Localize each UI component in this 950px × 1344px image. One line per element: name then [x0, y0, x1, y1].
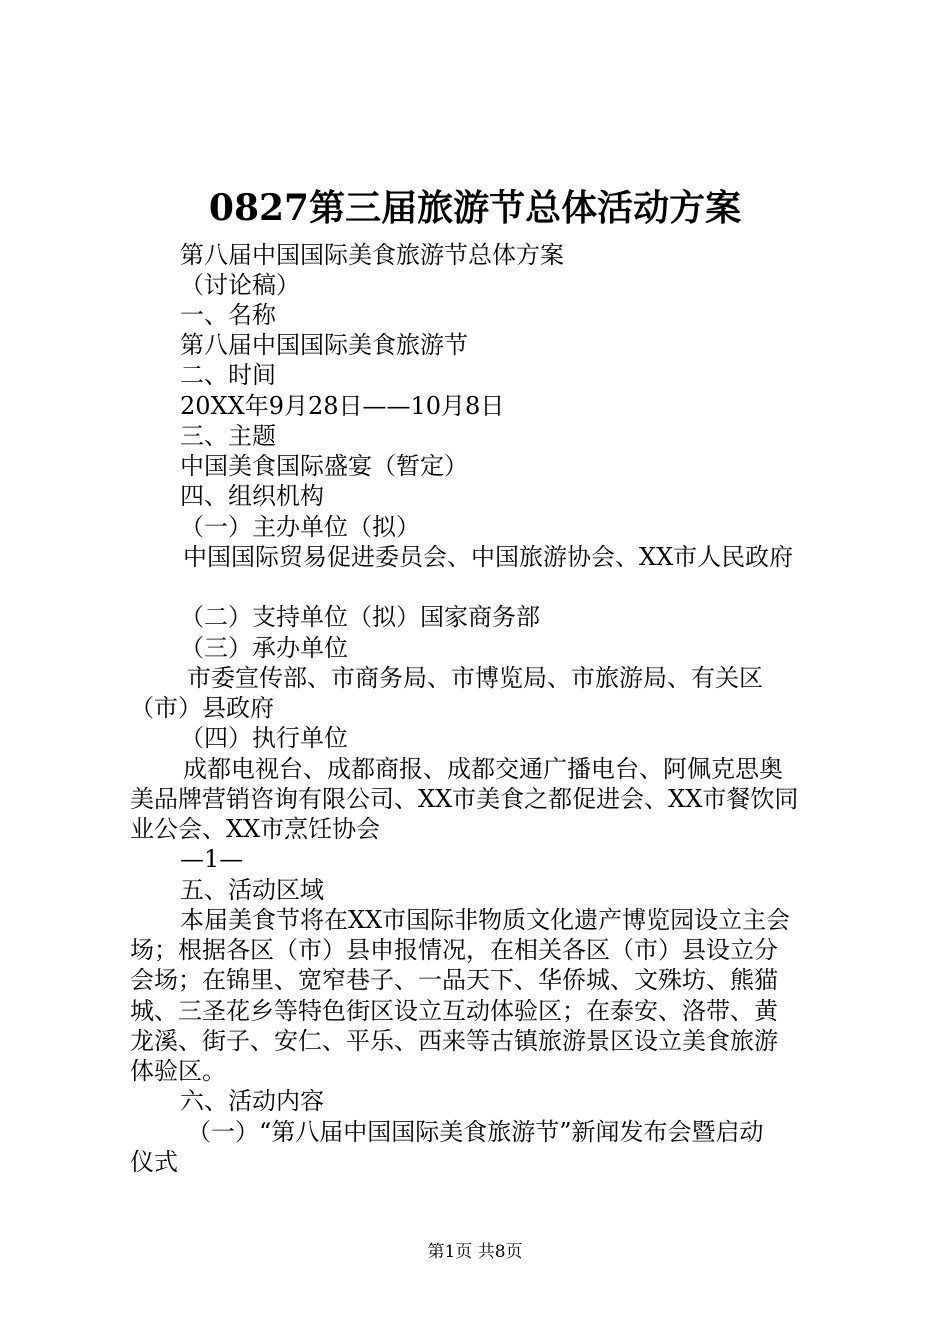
paragraph-line: 会场；在锦里、宽窄巷子、一品天下、华侨城、文殊坊、熊猫	[130, 966, 778, 994]
paragraph-line: 龙溪、街子、安仁、平乐、西来等古镇旅游景区设立美食旅游	[130, 1027, 778, 1055]
sub-heading: （三）承办单位	[180, 634, 348, 662]
text-line: 市委宣传部、市商务局、市博览局、市旅游局、有关区	[187, 664, 763, 692]
document-title: 0827第三届旅游节总体活动方案	[208, 187, 742, 229]
paragraph-line: 体验区。	[130, 1057, 226, 1085]
text-line: 美品牌营销咨询有限公司、XX市美食之都促进会、XX市餐饮同	[130, 785, 799, 813]
text-line: 中国国际贸易促进委员会、中国旅游协会、XX市人民政府	[183, 543, 794, 571]
paragraph-line: 场；根据各区（市）县申报情况，在相关各区（市）县设立分	[130, 936, 778, 964]
section-heading-content: 六、活动内容	[180, 1087, 324, 1115]
inline-page-number: —1—	[180, 845, 244, 873]
text-line: 20XX年9月28日——10月8日	[180, 392, 505, 420]
paragraph-line: 本届美食节将在XX市国际非物质文化遗产博览园设立主会	[180, 906, 791, 934]
page-footer: 第1页 共8页	[427, 1242, 523, 1262]
sub-heading: （一）主办单位（拟）	[180, 513, 420, 541]
sub-heading: （四）执行单位	[180, 724, 348, 752]
paragraph-line: 城、三圣花乡等特色街区设立互动体验区；在泰安、洛带、黄	[130, 997, 778, 1025]
subtitle-line: 第八届中国国际美食旅游节总体方案	[180, 241, 564, 269]
section-heading-area: 五、活动区域	[180, 876, 324, 904]
text-line: 中国美食国际盛宴（暂定）	[180, 452, 468, 480]
section-heading-name: 一、名称	[180, 301, 276, 329]
draft-note: （讨论稿）	[180, 271, 300, 299]
text-line: （市）县政府	[130, 694, 274, 722]
text-line: 仪式	[130, 1148, 178, 1176]
text-line: 业公会、XX市烹饪协会	[130, 815, 381, 843]
text-line: 成都电视台、成都商报、成都交通广播电台、阿佩克思奥	[183, 755, 783, 783]
section-heading-organization: 四、组织机构	[180, 482, 324, 510]
sub-heading: （一）“第八届中国国际美食旅游节”新闻发布会暨启动	[187, 1118, 764, 1146]
section-heading-time: 二、时间	[180, 361, 276, 389]
text-line: 第八届中国国际美食旅游节	[180, 331, 468, 359]
section-heading-theme: 三、主题	[180, 422, 276, 450]
sub-heading: （二）支持单位（拟）国家商务部	[180, 603, 540, 631]
